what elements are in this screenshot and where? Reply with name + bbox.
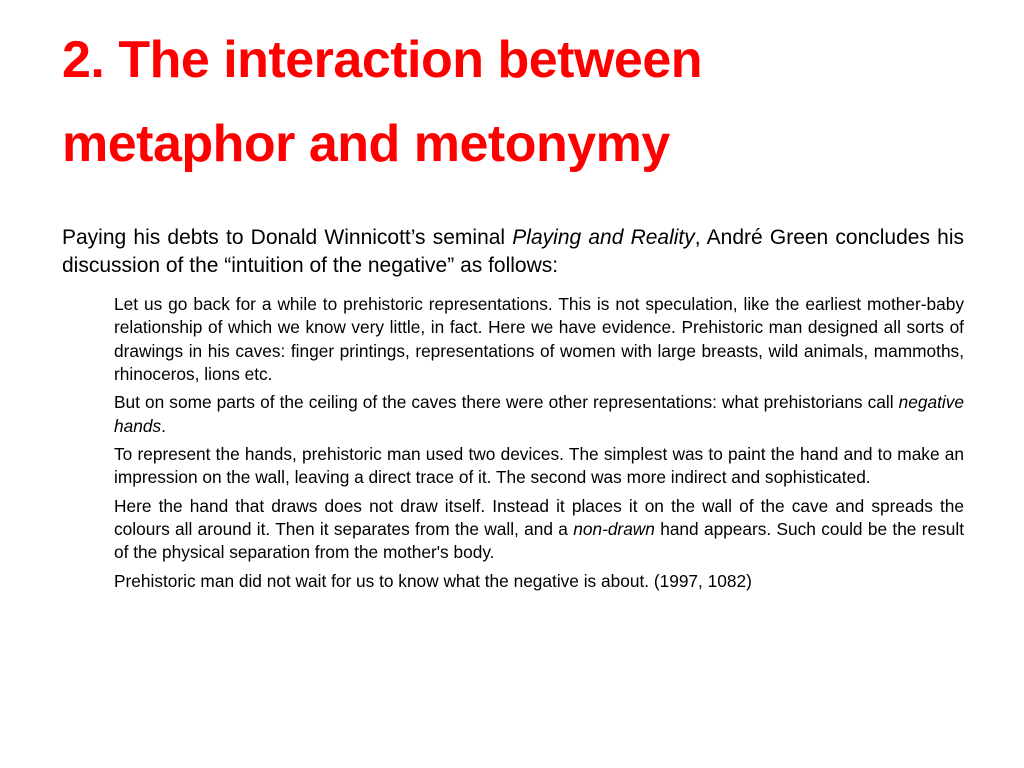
slide-title [62, 18, 962, 186]
quote-paragraph-5: Prehistoric man did not wait for us to know what the negative is about. (1997, 1082) [114, 570, 752, 591]
quote-paragraph-4 [114, 495, 964, 565]
quote-p2-text-end: . [161, 415, 166, 436]
quote-p4-text-end: hand appears. Such could be the result of the physical separation from the mother's body. [114, 519, 964, 563]
quote-p2-text-start: But on some parts of the ceiling of the caves there were other representations: what prehistorians call [114, 392, 899, 413]
book-title: Playing and Reality [512, 226, 695, 249]
title-line-2: metaphor and metonymy [62, 115, 670, 174]
negative-hands-term: negative hands [114, 392, 964, 436]
quote-paragraph-1: Let us go back for a while to prehistoric representations. This is not speculation, like the earliest mother-baby relationship of which we know very little, in fact. Here we have evidence. Prehistoric man designed all sorts of drawings in his caves: finger printings, representations of women with large breasts, wild animals, mammoths, rhinoceros, lions etc. [114, 294, 964, 385]
title-line-1: 2. The interaction between [62, 31, 703, 89]
intro-text-start: Paying his debts to Donald Winnicott’s seminal [62, 226, 513, 249]
non-drawn-term: non-drawn [573, 519, 655, 540]
intro-text-end: , André Green concludes his discussion of the “intuition of the negative” as follows: [62, 226, 965, 277]
quote-p4-text-start: Here the hand that draws does not draw itself. Instead it places it on the wall of the cave and spreads the colours all around it. Then it separates from the wall, and a [114, 495, 964, 540]
intro-paragraph [62, 224, 964, 279]
quote-paragraph-2 [114, 391, 964, 438]
block-quote [114, 293, 964, 598]
quote-paragraph-3: To represent the hands, prehistoric man used two devices. The simplest was to paint the hand and to make an impression on the wall, leaving a direct trace of it. The second was more indirect and sophisticated. [114, 444, 964, 488]
